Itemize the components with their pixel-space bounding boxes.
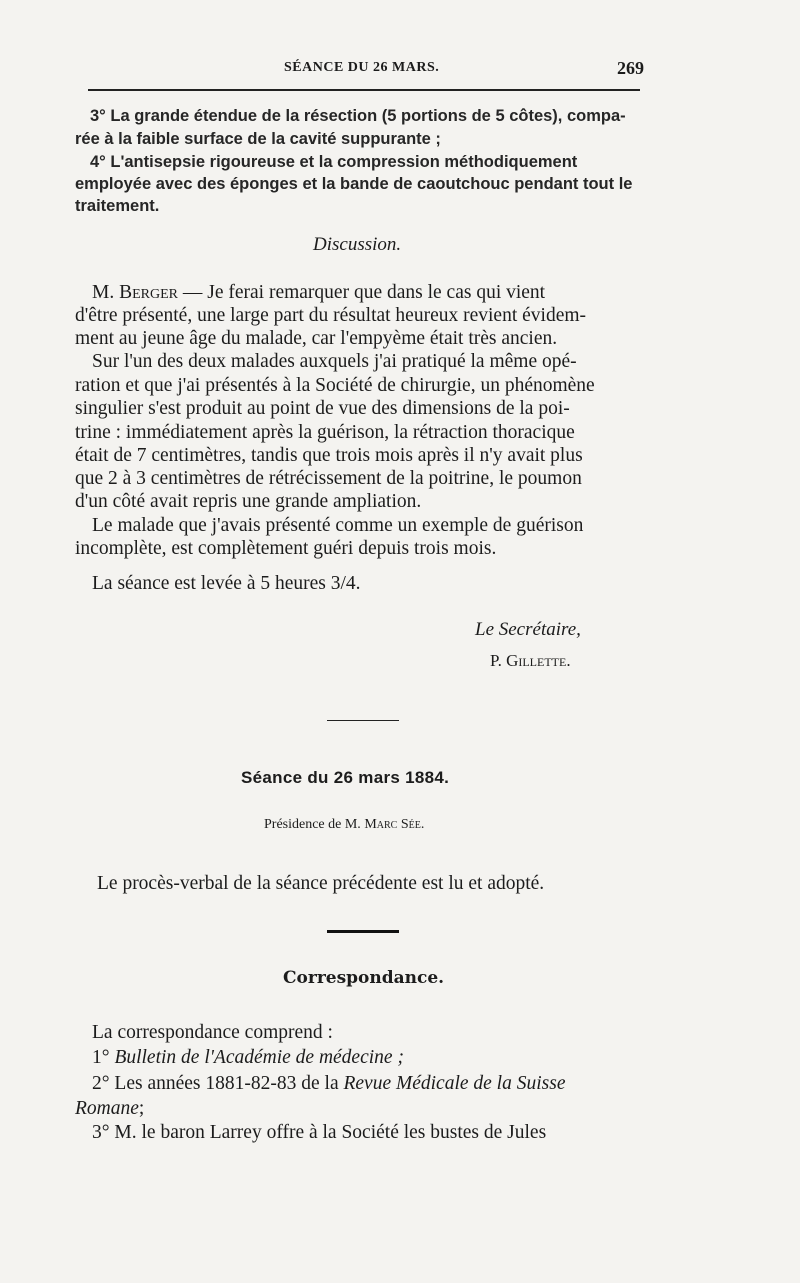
point-4-line-1: 4° L'antisepsie rigoureuse et la compression méthodiquement [90, 153, 578, 171]
section-divider-thick [327, 930, 399, 933]
discussion-heading: Discussion. [313, 234, 402, 255]
minutes-line: Le procès-verbal de la séance précédente est lu et adopté. [97, 873, 545, 894]
presidency-line: Présidence de M. Marc Sée. [264, 817, 425, 832]
session-closing: La séance est levée à 5 heures 3/4. [92, 573, 361, 594]
discussion-line-5: ration et que j'ai présentés à la Société de chirurgie, un phénomène [75, 375, 595, 396]
discussion-line-8: était de 7 centimètres, tandis que trois mois après il n'y avait plus [75, 445, 583, 466]
header-rule [88, 89, 640, 91]
speaker-name: Berger [119, 282, 178, 303]
correspondence-item-3: 3° M. le baron Larrey offre à la Société les bustes de Jules [92, 1122, 547, 1143]
discussion-line-7: trine : immédiatement après la guérison, la rétraction thoracique [75, 422, 575, 443]
secretary-role: Le Secrétaire, [475, 619, 581, 640]
correspondence-item-2-cont: Romane; [75, 1098, 145, 1119]
discussion-line-1: M. Berger — Je ferai remarquer que dans le cas qui vient [92, 282, 546, 303]
running-title: SÉANCE DU 26 MARS. [284, 60, 440, 75]
correspondence-intro: La correspondance comprend : [92, 1022, 333, 1043]
point-3-line-2: rée à la faible surface de la cavité suppurante ; [75, 130, 441, 148]
president-name: Marc Sée. [364, 817, 425, 832]
correspondence-item-2: 2° Les années 1881-82-83 de la Revue Médicale de la Suisse [92, 1073, 566, 1094]
running-head [88, 58, 644, 84]
correspondence-item-1: 1° Bulletin de l'Académie de médecine ; [92, 1047, 404, 1068]
session-title: Séance du 26 mars 1884. [241, 768, 450, 787]
discussion-line-11: Le malade que j'avais présenté comme un exemple de guérison [92, 515, 584, 536]
discussion-line-3: ment au jeune âge du malade, car l'empyème était très ancien. [75, 328, 558, 349]
discussion-line-6: singulier s'est produit au point de vue des dimensions de la poi- [75, 398, 570, 419]
discussion-line-4: Sur l'un des deux malades auxquels j'ai pratiqué la même opé- [92, 351, 577, 372]
point-4-line-3: traitement. [75, 197, 160, 215]
discussion-line-12: incomplète, est complètement guéri depuis trois mois. [75, 538, 497, 559]
page-number: 269 [617, 58, 644, 78]
point-3-line-1: 3° La grande étendue de la résection (5 portions de 5 côtes), compa- [90, 107, 626, 125]
correspondence-heading: Correspondance. [283, 968, 445, 988]
discussion-line-9: que 2 à 3 centimètres de rétrécissement de la poitrine, le poumon [75, 468, 582, 489]
point-4-line-2: employée avec des éponges et la bande de caoutchouc pendant tout le [75, 175, 633, 193]
section-divider [327, 720, 399, 721]
discussion-line-2: d'être présenté, une large part du résultat heureux revient évidem- [75, 305, 587, 326]
secretary-name: P. Gillette. [490, 651, 571, 670]
discussion-line-10: d'un côté avait repris une grande ampliation. [75, 491, 422, 512]
